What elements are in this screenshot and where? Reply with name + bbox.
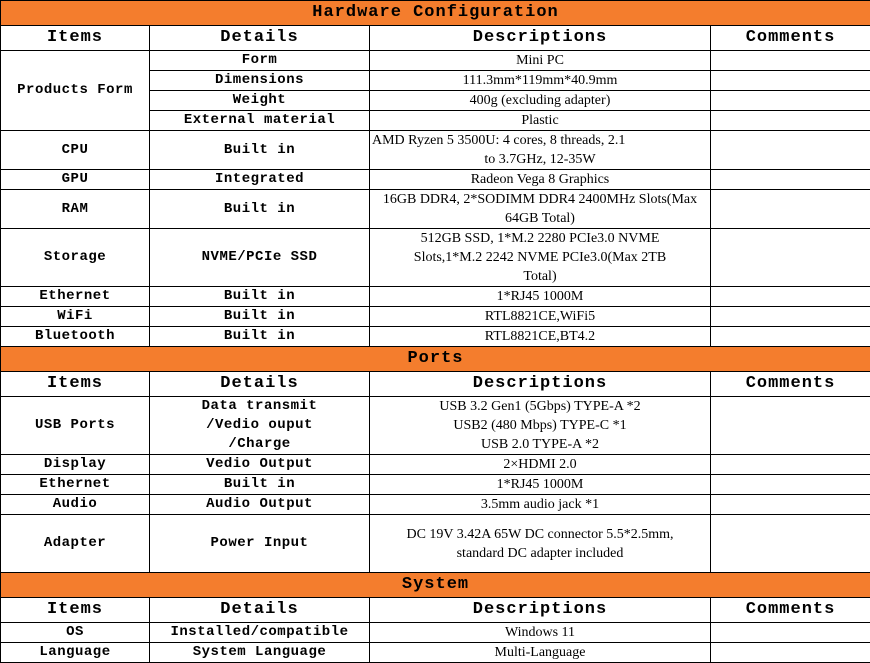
detail-cell: Built in [150, 190, 370, 229]
detail-cell: Installed/compatible [150, 623, 370, 643]
header-comments: Comments [711, 26, 870, 51]
item-cell: Products Form [1, 51, 150, 131]
detail-cell: Dimensions [150, 71, 370, 91]
section-title: Ports [1, 347, 870, 372]
description-line: USB2 (480 Mbps) TYPE-C *1 [372, 416, 708, 435]
description-cell [370, 190, 711, 229]
table-row [1, 287, 870, 307]
comment-cell [711, 170, 870, 190]
detail-cell: Vedio Output [150, 455, 370, 475]
header-items: Items [1, 598, 150, 623]
detail-line: /Charge [152, 435, 367, 454]
table-row [1, 455, 870, 475]
column-header-row [1, 26, 870, 51]
header-details: Details [150, 26, 370, 51]
description-cell: 1*RJ45 1000M [370, 287, 711, 307]
item-cell: Ethernet [1, 475, 150, 495]
section-header-hardware [1, 1, 870, 26]
detail-cell: Audio Output [150, 495, 370, 515]
description-line: USB 2.0 TYPE-A *2 [372, 435, 708, 454]
description-line: DC 19V 3.42A 65W DC connector 5.5*2.5mm, [372, 525, 708, 544]
description-cell: 3.5mm audio jack *1 [370, 495, 711, 515]
item-cell: Adapter [1, 515, 150, 573]
description-cell: Radeon Vega 8 Graphics [370, 170, 711, 190]
description-line: Slots,1*M.2 2242 NVME PCIe3.0(Max 2TB [372, 248, 708, 267]
comment-cell [711, 190, 870, 229]
detail-cell: Built in [150, 131, 370, 170]
item-cell: Ethernet [1, 287, 150, 307]
item-cell: RAM [1, 190, 150, 229]
table-row [1, 397, 870, 455]
section-title: Hardware Configuration [1, 1, 870, 26]
detail-cell: Built in [150, 327, 370, 347]
header-descriptions: Descriptions [370, 26, 711, 51]
header-details: Details [150, 598, 370, 623]
comment-cell [711, 91, 870, 111]
description-line: USB 3.2 Gen1 (5Gbps) TYPE-A *2 [372, 397, 708, 416]
table-row [1, 51, 870, 71]
detail-cell: Weight [150, 91, 370, 111]
description-cell [370, 397, 711, 455]
item-cell: Bluetooth [1, 327, 150, 347]
comment-cell [711, 327, 870, 347]
comment-cell [711, 495, 870, 515]
description-line: standard DC adapter included [372, 544, 708, 563]
description-cell [370, 229, 711, 287]
comment-cell [711, 287, 870, 307]
table-row [1, 515, 870, 573]
description-line: AMD Ryzen 5 3500U: 4 cores, 8 threads, 2.1 [372, 131, 708, 150]
header-comments: Comments [711, 372, 870, 397]
comment-cell [711, 229, 870, 287]
header-comments: Comments [711, 598, 870, 623]
item-cell: Language [1, 643, 150, 663]
detail-line: Data transmit [152, 397, 367, 416]
description-cell: Plastic [370, 111, 711, 131]
detail-cell: Built in [150, 307, 370, 327]
description-line: 64GB Total) [372, 209, 708, 228]
description-cell: RTL8821CE,WiFi5 [370, 307, 711, 327]
table-row [1, 327, 870, 347]
comment-cell [711, 307, 870, 327]
detail-cell: Built in [150, 287, 370, 307]
detail-cell: NVME/PCIe SSD [150, 229, 370, 287]
comment-cell [711, 455, 870, 475]
description-cell: Windows 11 [370, 623, 711, 643]
section-header-ports [1, 347, 870, 372]
item-cell: OS [1, 623, 150, 643]
detail-cell: Integrated [150, 170, 370, 190]
comment-cell [711, 51, 870, 71]
item-cell: Audio [1, 495, 150, 515]
detail-cell: System Language [150, 643, 370, 663]
description-cell: Mini PC [370, 51, 711, 71]
table-row [1, 307, 870, 327]
header-descriptions: Descriptions [370, 372, 711, 397]
detail-cell: Form [150, 51, 370, 71]
table-row [1, 643, 870, 663]
item-cell: CPU [1, 131, 150, 170]
table-row [1, 495, 870, 515]
comment-cell [711, 643, 870, 663]
table-row [1, 170, 870, 190]
description-line: 512GB SSD, 1*M.2 2280 PCIe3.0 NVME [372, 229, 708, 248]
header-items: Items [1, 372, 150, 397]
header-items: Items [1, 26, 150, 51]
column-header-row [1, 372, 870, 397]
item-cell: Display [1, 455, 150, 475]
table-row [1, 131, 870, 170]
item-cell: GPU [1, 170, 150, 190]
description-line: to 3.7GHz, 12-35W [372, 150, 708, 169]
comment-cell [711, 475, 870, 495]
table-row [1, 229, 870, 287]
table-row [1, 623, 870, 643]
comment-cell [711, 397, 870, 455]
comment-cell [711, 131, 870, 170]
description-cell [370, 515, 711, 573]
comment-cell [711, 71, 870, 91]
item-cell: Storage [1, 229, 150, 287]
description-line: Total) [372, 267, 708, 286]
description-cell [370, 131, 711, 170]
description-line: 16GB DDR4, 2*SODIMM DDR4 2400MHz Slots(Max [372, 190, 708, 209]
column-header-row [1, 598, 870, 623]
description-cell: 1*RJ45 1000M [370, 475, 711, 495]
item-cell: WiFi [1, 307, 150, 327]
detail-cell: Power Input [150, 515, 370, 573]
comment-cell [711, 111, 870, 131]
section-header-system [1, 573, 870, 598]
detail-line: /Vedio ouput [152, 416, 367, 435]
section-title: System [1, 573, 870, 598]
description-cell: Multi-Language [370, 643, 711, 663]
item-cell: USB Ports [1, 397, 150, 455]
detail-cell [150, 397, 370, 455]
description-cell: 400g (excluding adapter) [370, 91, 711, 111]
description-cell: 2×HDMI 2.0 [370, 455, 711, 475]
comment-cell [711, 515, 870, 573]
header-details: Details [150, 372, 370, 397]
comment-cell [711, 623, 870, 643]
table-row [1, 190, 870, 229]
detail-cell: Built in [150, 475, 370, 495]
description-cell: 111.3mm*119mm*40.9mm [370, 71, 711, 91]
header-descriptions: Descriptions [370, 598, 711, 623]
table-row [1, 475, 870, 495]
description-cell: RTL8821CE,BT4.2 [370, 327, 711, 347]
detail-cell: External material [150, 111, 370, 131]
